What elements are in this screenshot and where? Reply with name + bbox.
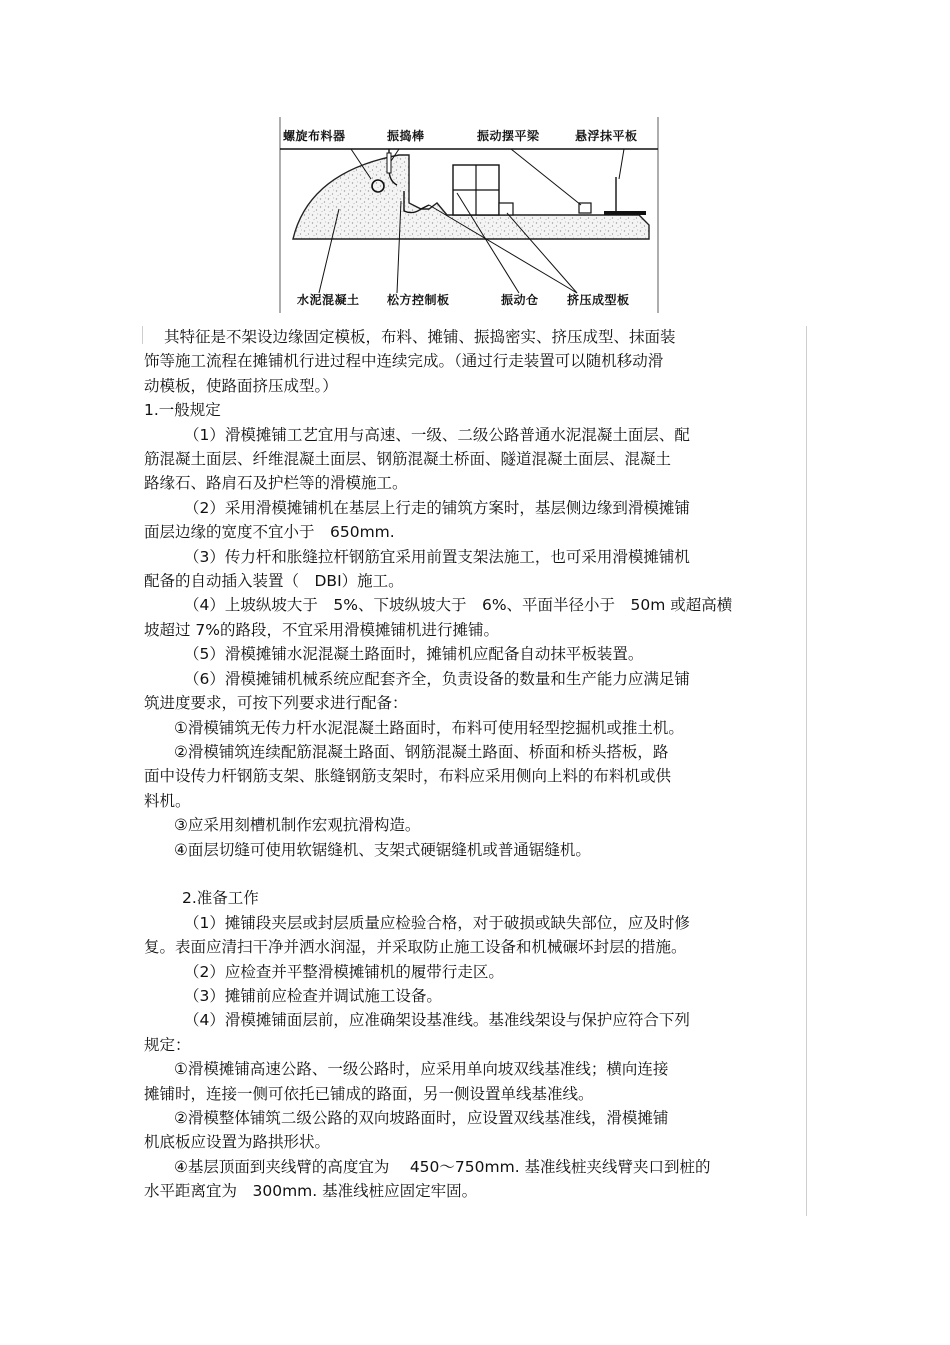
text-line: 机底板应设置为路拱形状。 [144, 1133, 331, 1152]
text-line: 面层边缘的宽度不宜小于 650mm. [144, 523, 395, 542]
text-line: 筑进度要求，可按下列要求进行配备： [144, 694, 408, 713]
text-line: （6）滑模摊铺机械系统应配套齐全，负责设备的数量和生产能力应满足铺 [184, 669, 690, 688]
text-line: 规定： [144, 1035, 191, 1054]
text-line: 面中设传力杆钢筋支架、胀缝钢筋支架时，布料应采用侧向上料的布料机或供 [144, 767, 672, 786]
text-line: ②滑模整体铺筑二级公路的双向坡路面时，应设置双线基准线，滑模摊铺 [174, 1108, 669, 1127]
text-line: 其特征是不架设边缘固定模板，布料、摊铺、振捣密实、挤压成型、抹面装 [164, 328, 676, 346]
text-line: 路缘石、路肩石及护栏等的滑模施工。 [144, 474, 408, 493]
float-plate-shape [604, 211, 646, 215]
text-line: ①滑模铺筑无传力杆水泥混凝土路面时，布料可使用轻型挖掘机或推土机。 [174, 718, 684, 737]
label-screw-spreader: 螺旋布料器 [283, 129, 346, 143]
blank-line [144, 862, 804, 886]
text-line: 料机。 [144, 791, 191, 810]
text-line: 筋混凝土面层、纤维混凝土面层、钢筋混凝土桥面、隧道混凝土面层、混凝土 [144, 450, 672, 469]
text-line: 水平距离宜为 300mm. 基准线桩应固定牢固。 [144, 1182, 478, 1201]
text-line: （3）传力杆和胀缝拉杆钢筋宜采用前置支架法施工，也可采用滑模摊铺机 [184, 547, 690, 566]
text-line: （3）摊铺前应检查并调试施工设备。 [184, 986, 442, 1005]
label-float-plate: 悬浮抹平板 [575, 129, 638, 143]
text-line: 配备的自动插入装置（ DBI）施工。 [144, 572, 404, 591]
text-line: （1）滑模摊铺工艺宜用与高速、一级、二级公路普通水泥混凝土面层、配 [184, 425, 690, 444]
label-extrusion-plate: 挤压成型板 [567, 293, 630, 307]
text-line: 摊铺时，连接一侧可依托已铺成的路面，另一侧设置单线基准线。 [144, 1084, 594, 1103]
small-box [499, 203, 513, 215]
text-line: ④基层顶面到夹线臂的高度宜为 450～750mm. 基准线桩夹线臂夹口到桩的 [174, 1157, 711, 1176]
section-heading: 2.准备工作 [182, 889, 259, 908]
text-line: 坡超过 7%的路段，不宜采用滑模摊铺机进行摊铺。 [144, 620, 500, 639]
label-vibration-chamber: 振动仓 [501, 293, 539, 307]
label-vibrating-beam: 振动摆平梁 [477, 129, 540, 143]
text-line: 动模板，使路面挤压成型。） [144, 376, 338, 395]
text-line: ③应采用刻槽机制作宏观抗滑构造。 [174, 816, 421, 835]
section-heading: 1.一般规定 [144, 401, 221, 420]
text-line: 复。表面应清扫干净并洒水润湿，并采取防止施工设备和机械碾坏封层的措施。 [144, 938, 687, 957]
text-line: （2）采用滑模摊铺机在基层上行走的铺筑方案时，基层侧边缘到滑模摊铺 [184, 498, 690, 517]
text-line: ④面层切缝可使用软锯缝机、支架式硬锯缝机或普通锯缝机。 [174, 840, 591, 859]
vibrator-rod-body [387, 153, 391, 173]
text-line: （1）摊铺段夹层或封层质量应检验合格，对于破损或缺失部位，应及时修 [184, 913, 690, 932]
text-line: （5）滑模摊铺水泥混凝土路面时，摊铺机应配备自动抹平板装置。 [184, 645, 644, 664]
body-text [144, 325, 804, 1204]
text-line: （4）上坡纵坡大于 5%、下坡纵坡大于 6%、平面半径小于 50m 或超高横 [184, 596, 733, 615]
label-loose-control-plate: 松方控制板 [387, 293, 450, 307]
paver-diagram-svg [279, 117, 659, 313]
left-rule [142, 326, 143, 344]
text-line: （4）滑模摊铺面层前，应准确架设基准线。基准线架设与保护应符合下列 [184, 1011, 690, 1030]
text-line: 饰等施工流程在摊铺机行进过程中连续完成。（通过行走装置可以随机移动滑 [144, 352, 664, 371]
label-vibrator-rod: 振捣棒 [387, 129, 425, 143]
label-cement-concrete: 水泥混凝土 [297, 293, 360, 307]
paver-diagram [279, 117, 659, 313]
text-line: ②滑模铺筑连续配筋混凝土路面、钢筋混凝土路面、桥面和桥头搭板，路 [174, 742, 669, 761]
right-rule [806, 326, 807, 1216]
text-line: （2）应检查并平整滑模摊铺机的履带行走区。 [184, 962, 504, 981]
text-line: ①滑模摊铺高速公路、一级公路时，应采用单向坡双线基准线；横向连接 [174, 1060, 669, 1079]
